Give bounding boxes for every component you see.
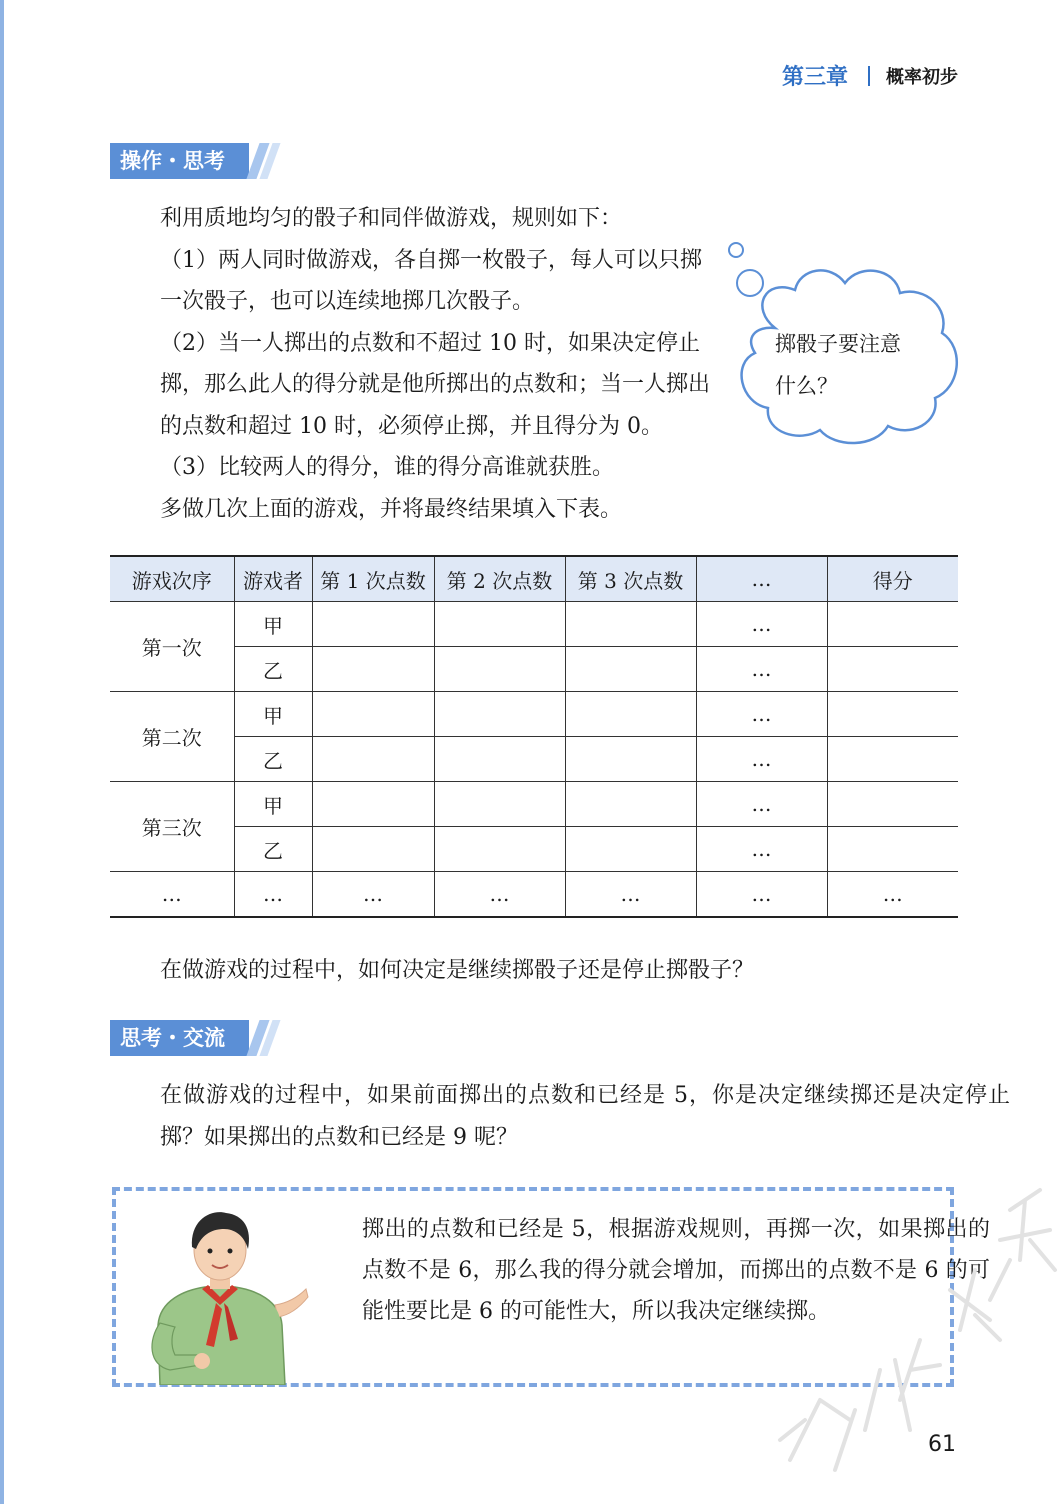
score-cell[interactable] xyxy=(312,692,434,737)
table-row xyxy=(110,782,958,827)
ellipsis-cell: … xyxy=(696,872,827,918)
score-cell[interactable] xyxy=(565,647,696,692)
score-cell[interactable] xyxy=(565,827,696,872)
table-row xyxy=(110,602,958,647)
player-cell: 甲 xyxy=(234,602,312,647)
round-label: 第一次 xyxy=(110,602,234,692)
score-cell[interactable] xyxy=(827,692,958,737)
score-cell[interactable] xyxy=(827,782,958,827)
score-cell[interactable] xyxy=(312,827,434,872)
table-row-ellipsis xyxy=(110,872,958,918)
column-header: … xyxy=(696,556,827,602)
column-header: 第 3 次点数 xyxy=(565,556,696,602)
score-cell[interactable] xyxy=(827,827,958,872)
page-left-rule xyxy=(0,0,4,1504)
section-tag-think-discuss xyxy=(110,1020,274,1056)
ellipsis-cell: … xyxy=(696,827,827,872)
section-tag-operate-think xyxy=(110,143,274,179)
score-cell[interactable] xyxy=(565,737,696,782)
column-header: 游戏者 xyxy=(234,556,312,602)
ellipsis-cell: … xyxy=(696,692,827,737)
table-header-row xyxy=(110,556,958,602)
column-header: 第 2 次点数 xyxy=(434,556,565,602)
chapter-label: 第三章 xyxy=(781,65,848,90)
cloud-text: 掷骰子要注意 什么？ xyxy=(775,332,901,398)
chapter-title: 概率初步 xyxy=(886,66,958,88)
thought-cloud xyxy=(720,238,970,448)
ellipsis-cell: … xyxy=(312,872,434,918)
section-tag-label: 操作・思考 xyxy=(110,143,249,179)
score-cell[interactable] xyxy=(565,782,696,827)
ellipsis-cell: … xyxy=(234,872,312,918)
ellipsis-cell: … xyxy=(696,602,827,647)
table-row xyxy=(110,827,958,872)
paragraph-rule-1: （1）两人同时做游戏，各自掷一枚骰子，每人可以只掷一次骰子，也可以连续地掷几次骰子。 xyxy=(160,247,702,314)
score-cell[interactable] xyxy=(565,602,696,647)
rules-text xyxy=(110,198,710,530)
running-header xyxy=(782,60,958,91)
score-cell[interactable] xyxy=(565,692,696,737)
table-row xyxy=(110,737,958,782)
score-cell[interactable] xyxy=(434,692,565,737)
paragraph-rule-2: （2）当一人掷出的点数和不超过 10 时，如果决定停止掷，那么此人的得分就是他所掷出的点数和；当一人掷出的点数和超过 10 时，必须停止掷，并且得分为 0。 xyxy=(160,330,711,439)
score-cell[interactable] xyxy=(434,782,565,827)
paragraph-instruction: 多做几次上面的游戏，并将最终结果填入下表。 xyxy=(160,496,623,522)
section-tag-label: 思考・交流 xyxy=(110,1020,249,1056)
player-cell: 乙 xyxy=(234,827,312,872)
column-header: 得分 xyxy=(827,556,958,602)
paragraph: 利用质地均匀的骰子和同伴做游戏，规则如下： xyxy=(160,206,623,231)
score-cell[interactable] xyxy=(434,602,565,647)
column-header: 游戏次序 xyxy=(110,556,234,602)
header-separator xyxy=(868,66,870,86)
player-cell: 乙 xyxy=(234,647,312,692)
think-discuss-text: 在做游戏的过程中，如果前面掷出的点数和已经是 5，你是决定继续掷还是决定停止掷？如果掷出的点数和已经是 9 呢？ xyxy=(160,1083,1010,1150)
ellipsis-cell: … xyxy=(434,872,565,918)
ellipsis-cell: … xyxy=(110,872,234,918)
round-label: 第三次 xyxy=(110,782,234,872)
page-number: 61 xyxy=(928,1432,956,1457)
score-cell[interactable] xyxy=(827,647,958,692)
table-row xyxy=(110,647,958,692)
ellipsis-cell: … xyxy=(696,737,827,782)
score-cell[interactable] xyxy=(312,647,434,692)
score-cell[interactable] xyxy=(827,602,958,647)
score-cell[interactable] xyxy=(312,782,434,827)
student-speech-text: 掷出的点数和已经是 5，根据游戏规则，再掷一次，如果掷出的点数不是 6，那么我的得分就会增加，而掷出的点数不是 6 的可能性要比是 6 的可能性大，所以我决定继续掷。 xyxy=(362,1217,990,1324)
score-cell[interactable] xyxy=(312,737,434,782)
column-header: 第 1 次点数 xyxy=(312,556,434,602)
score-cell[interactable] xyxy=(827,737,958,782)
score-cell[interactable] xyxy=(434,827,565,872)
score-cell[interactable] xyxy=(312,602,434,647)
score-cell[interactable] xyxy=(434,737,565,782)
student-illustration xyxy=(130,1205,310,1385)
game-question: 在做游戏的过程中，如何决定是继续掷骰子还是停止掷骰子？ xyxy=(160,958,755,983)
ellipsis-cell: … xyxy=(827,872,958,918)
table-row xyxy=(110,692,958,737)
ellipsis-cell: … xyxy=(565,872,696,918)
score-cell[interactable] xyxy=(434,647,565,692)
publisher-watermark xyxy=(760,1170,1060,1490)
player-cell: 乙 xyxy=(234,737,312,782)
player-cell: 甲 xyxy=(234,782,312,827)
round-label: 第二次 xyxy=(110,692,234,782)
ellipsis-cell: … xyxy=(696,647,827,692)
ellipsis-cell: … xyxy=(696,782,827,827)
paragraph-rule-3: （3）比较两人的得分，谁的得分高谁就获胜。 xyxy=(160,455,614,480)
score-table xyxy=(110,555,958,918)
player-cell: 甲 xyxy=(234,692,312,737)
